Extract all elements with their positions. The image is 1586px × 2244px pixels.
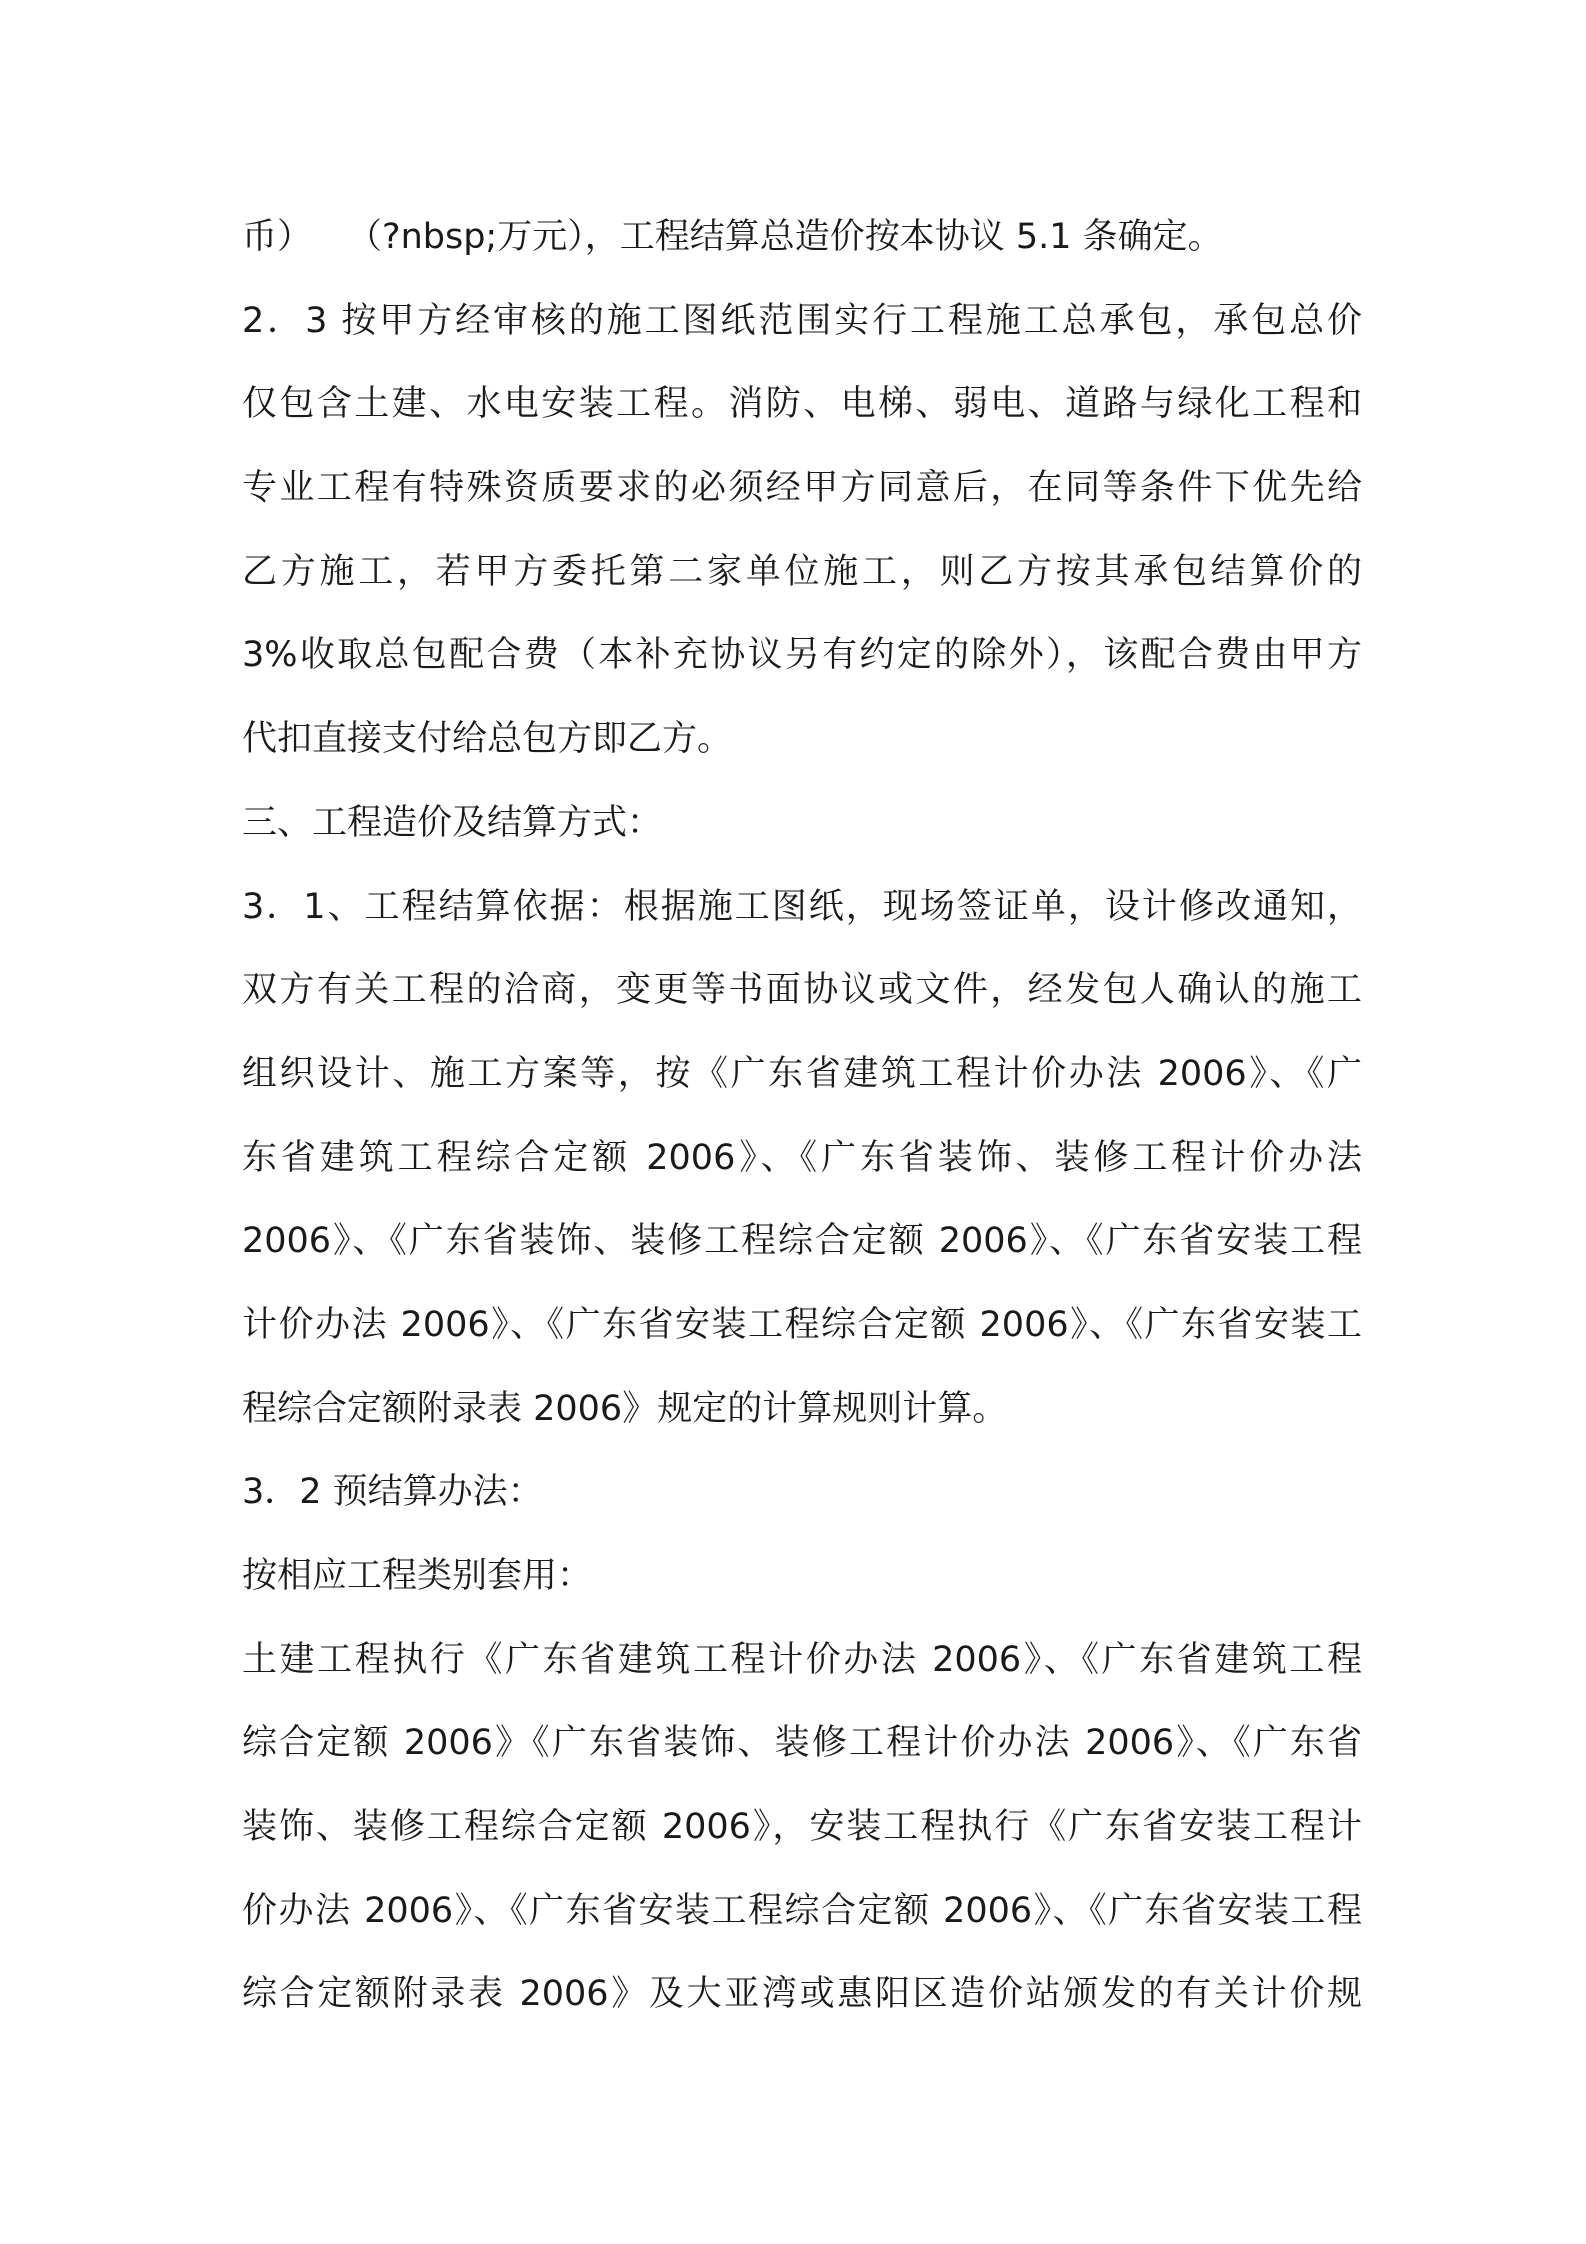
document-body <box>242 196 1362 2037</box>
text-line: 3．1、工程结算依据：根据施工图纸，现场签证单，设计修改通知， <box>242 886 1362 927</box>
text-line: 装饰、装修工程综合定额 2006》，安装工程执行《广东省安装工程计 <box>242 1807 1362 1848</box>
text-line: 3%收取总包配合费（本补充协议另有约定的除外），该配合费由甲方 <box>242 635 1362 676</box>
text-line: 代扣直接支付给总包方即乙方。 <box>242 719 733 760</box>
text-line: 币） （?nbsp;万元），工程结算总造价按本协议 5.1 条确定。 <box>242 217 1223 257</box>
text-line: 双方有关工程的洽商，变更等书面协议或文件，经发包人确认的施工 <box>242 970 1362 1011</box>
text-line: 东省建筑工程综合定额 2006》、《广东省装饰、装修工程计价办法 <box>242 1137 1362 1178</box>
subsection-heading: 3．2 预结算办法： <box>242 1472 543 1513</box>
text-line: 专业工程有特殊资质要求的必须经甲方同意后，在同等条件下优先给 <box>242 468 1362 509</box>
text-line: 土建工程执行《广东省建筑工程计价办法 2006》、《广东省建筑工程 <box>242 1639 1362 1680</box>
text-line: 综合定额附录表 2006》及大亚湾或惠阳区造价站颁发的有关计价规 <box>242 1974 1362 2015</box>
text-line: 程综合定额附录表 2006》规定的计算规则计算。 <box>242 1388 1008 1429</box>
text-line: 组织设计、施工方案等，按《广东省建筑工程计价办法 2006》、《广 <box>242 1053 1362 1094</box>
text-line: 价办法 2006》、《广东省安装工程综合定额 2006》、《广东省安装工程 <box>242 1890 1362 1931</box>
text-line: 综合定额 2006》《广东省装饰、装修工程计价办法 2006》、《广东省 <box>242 1723 1362 1764</box>
text-line: 2．3 按甲方经审核的施工图纸范围实行工程施工总承包，承包总价 <box>242 300 1362 341</box>
text-line: 按相应工程类别套用： <box>242 1556 593 1596</box>
text-line: 计价办法 2006》、《广东省安装工程综合定额 2006》、《广东省安装工 <box>242 1304 1362 1345</box>
section-heading: 三、工程造价及结算方式： <box>242 802 663 843</box>
text-line: 乙方施工，若甲方委托第二家单位施工，则乙方按其承包结算价的 <box>242 551 1362 592</box>
text-line: 2006》、《广东省装饰、装修工程综合定额 2006》、《广东省安装工程 <box>242 1221 1362 1262</box>
text-line: 仅包含土建、水电安装工程。消防、电梯、弱电、道路与绿化工程和 <box>242 384 1362 425</box>
